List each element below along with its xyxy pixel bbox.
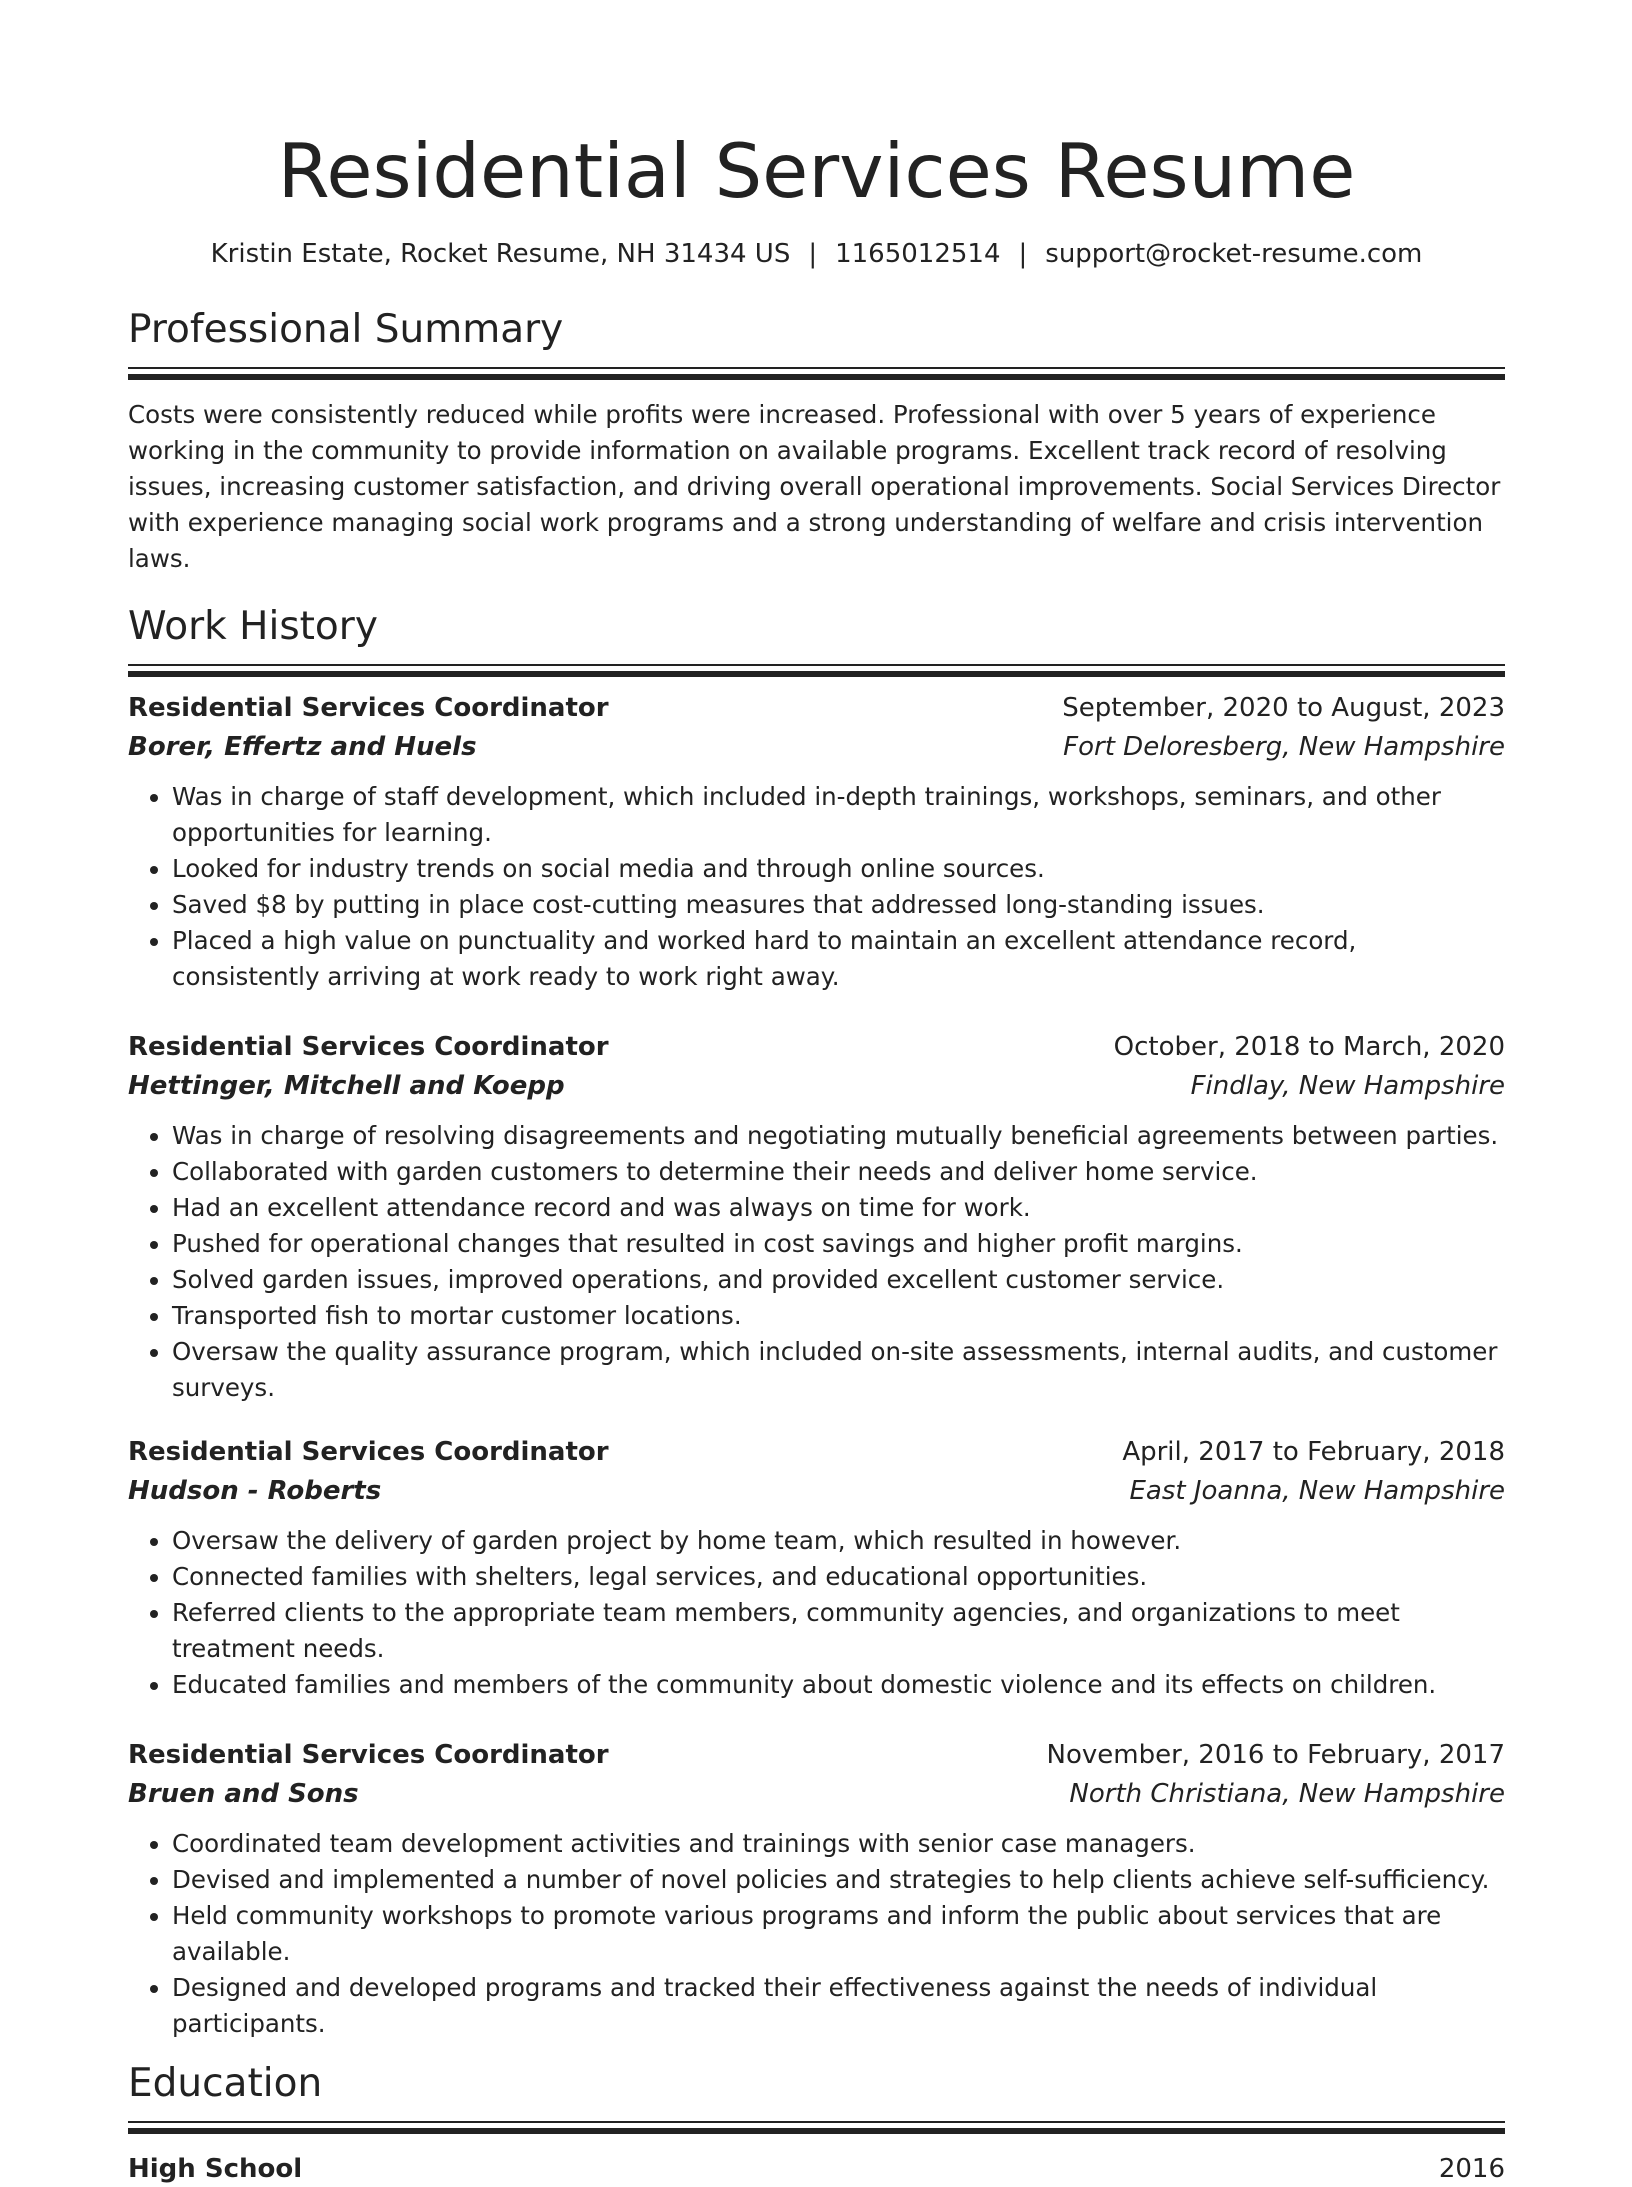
resume-page [128, 0, 1505, 2187]
education-section [128, 2060, 1505, 2187]
job-location: North Christiana, New Hampshire [1069, 1779, 1505, 1809]
job-bullets [128, 1523, 1505, 1703]
bullet-item: • Collaborated with garden customers to determine their needs and deliver home service. [172, 1154, 1505, 1190]
job-title: Residential Services Coordinator [128, 1032, 609, 1062]
professional-summary-section [128, 306, 1505, 577]
job-entry [128, 1737, 1505, 2042]
job-bullets [128, 1118, 1505, 1406]
bullet-item: • Transported fish to mortar customer locations. [172, 1298, 1505, 1334]
bullet-item: • Devised and implemented a number of novel policies and strategies to help clients achieve self-sufficiency. [172, 1862, 1505, 1898]
bullet-item: • Placed a high value on punctuality and worked hard to maintain an excellent attendance record, consistently arriving at work ready to work right away. [172, 923, 1505, 995]
contact-separator: | [808, 239, 818, 269]
job-company: Hudson - Roberts [128, 1476, 382, 1506]
bullet-item: • Held community workshops to promote various programs and inform the public about services that are available. [172, 1898, 1505, 1970]
section-divider [128, 367, 1505, 381]
section-heading-education: Education [128, 2061, 323, 2106]
job-entry [128, 1434, 1505, 1703]
section-heading-summary: Professional Summary [128, 307, 564, 352]
job-bullets [128, 779, 1505, 995]
job-company: Bruen and Sons [128, 1779, 359, 1809]
section-divider [128, 664, 1505, 678]
job-location: Findlay, New Hampshire [1190, 1071, 1505, 1101]
bullet-item: • Educated families and members of the community about domestic violence and its effects on children. [172, 1667, 1505, 1703]
contact-phone: 1165012514 [835, 239, 1001, 269]
bullet-item: • Looked for industry trends on social media and through online sources. [172, 851, 1505, 887]
resume-title: Residential Services Resume [277, 127, 1356, 215]
education-year: 2016 [1438, 2154, 1505, 2184]
bullet-item: • Coordinated team development activities and trainings with senior case managers. [172, 1826, 1505, 1862]
section-divider [128, 2121, 1505, 2135]
job-entry [128, 1029, 1505, 1406]
job-title: Residential Services Coordinator [128, 1437, 609, 1467]
bullet-item: • Saved $8 by putting in place cost-cutting measures that addressed long-standing issues. [172, 887, 1505, 923]
section-heading-work: Work History [128, 604, 378, 649]
job-entry [128, 690, 1505, 995]
bullet-item: • Designed and developed programs and tracked their effectiveness against the needs of individual participants. [172, 1970, 1505, 2042]
job-dates: September, 2020 to August, 2023 [1062, 693, 1505, 723]
bullet-item: • Oversaw the quality assurance program, which included on-site assessments, internal audits, and customer surveys. [172, 1334, 1505, 1406]
education-degree: High School [128, 2154, 303, 2184]
contact-address: Kristin Estate, Rocket Resume, NH 31434 US [210, 239, 791, 269]
job-bullets [128, 1826, 1505, 2042]
job-location: Fort Deloresberg, New Hampshire [1063, 732, 1505, 762]
job-location: East Joanna, New Hampshire [1129, 1476, 1505, 1506]
education-entry [128, 2151, 1505, 2187]
bullet-item: • Referred clients to the appropriate team members, community agencies, and organizations to meet treatment needs. [172, 1595, 1505, 1667]
job-title: Residential Services Coordinator [128, 693, 609, 723]
job-dates: April, 2017 to February, 2018 [1122, 1437, 1505, 1467]
bullet-item: • Connected families with shelters, legal services, and educational opportunities. [172, 1559, 1505, 1595]
work-history-section [128, 603, 1505, 2042]
summary-paragraph: Costs were consistently reduced while profits were increased. Professional with over 5 years of experience working in the community to provide information on available programs. Excellent track record of resolving issues, increasing customer satisfaction, and driving overall operational improvements. Social Services Director with experience managing social work programs and a strong understanding of welfare and crisis intervention laws. [128, 400, 1501, 573]
bullet-item: • Solved garden issues, improved operations, and provided excellent customer service. [172, 1262, 1505, 1298]
bullet-item: • Oversaw the delivery of garden project by home team, which resulted in however. [172, 1523, 1505, 1559]
bullet-item: • Pushed for operational changes that resulted in cost savings and higher profit margins. [172, 1226, 1505, 1262]
bullet-item: • Was in charge of staff development, which included in-depth trainings, workshops, seminars, and other opportunities for learning. [172, 779, 1505, 851]
job-company: Hettinger, Mitchell and Koepp [128, 1071, 565, 1101]
job-title: Residential Services Coordinator [128, 1740, 609, 1770]
bullet-item: • Had an excellent attendance record and was always on time for work. [172, 1190, 1505, 1226]
job-dates: November, 2016 to February, 2017 [1046, 1740, 1505, 1770]
bullet-item: • Was in charge of resolving disagreements and negotiating mutually beneficial agreements between parties. [172, 1118, 1505, 1154]
job-company: Borer, Effertz and Huels [128, 732, 477, 762]
contact-separator: | [1018, 239, 1028, 269]
contact-email[interactable]: support@rocket-resume.com [1045, 239, 1423, 269]
job-dates: October, 2018 to March, 2020 [1113, 1032, 1505, 1062]
contact-line [128, 236, 1505, 272]
